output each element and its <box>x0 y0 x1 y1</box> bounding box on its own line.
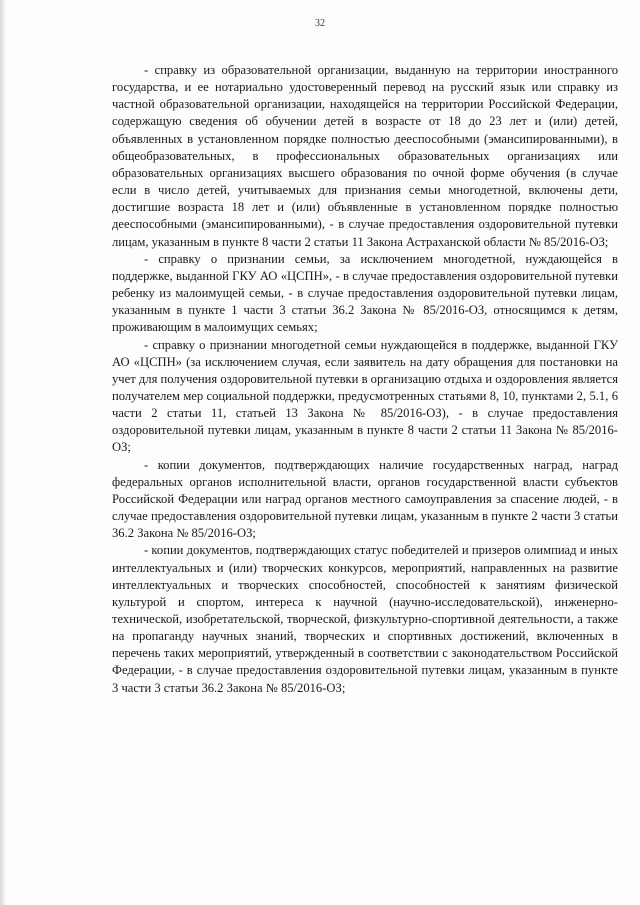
paragraph-low-income-family-certificate: - справку о признании семьи, за исключением многодетной, нуждающейся в поддержке, выданной ГКУ АО «ЦСПН», - в случае предоставления оздоровительной путевки ребенку из малоимущей семьи, - в случае предоставления оздоровительной путевки лицам, указанным в пункте 1 части 3 статьи 36.2 Закона № 85/2016-ОЗ, относящимся к детям, проживающим в малоимущих семьях; <box>112 251 618 335</box>
paragraph-state-awards-copies: - копии документов, подтверждающих наличие государственных наград, наград федеральных органов исполнительной власти, органов государственной власти субъектов Российской Федерации или наград органов местного самоуправления за спасение людей, - в случае предоставления оздоровительной путевки лицам, указанным в пункте 2 части 3 статьи 36.2 Закона № 85/2016-ОЗ; <box>112 457 618 541</box>
paragraph-large-family-certificate: - справку о признании многодетной семьи нуждающейся в поддержке, выданной ГКУ АО «ЦСПН» (за исключением случая, если заявитель на дату обращения для постановки на учет для получения оздоровительной путевки в организацию отдыха и оздоровления является получателем мер социальной поддержки, предусмотренных статьями 8, 10, пунктами 2, 5.1, 6 части 2 статьи 11, статьей 13 Закона № 85/2016-ОЗ), - в случае предоставления оздоровительной путевки лицам, указанным в пункте 8 части 2 статьи 11 Закона № 85/2016-ОЗ; <box>112 337 618 455</box>
scan-edge <box>0 0 6 905</box>
paragraph-foreign-education-certificate: - справку из образовательной организации, выданную на территории иностранного государства, и ее нотариально удостоверенный перевод на русский язык или справку из частной образовательной организации, находящейся на территории Российской Федерации, содержащую сведения об обучении детей в возрасте от 18 до 23 лет и (или) детей, объявленных в установленном порядке полностью дееспособными (эмансипированными), в общеобразовательных, в профессиональных образовательных организациях или образовательных организациях высшего образования по очной форме обучения (в случае если в число детей, учитываемых для признания семьи многодетной, включены дети, достигшие возраста 18 лет и (или) объявленные в установленном порядке полностью дееспособными (эмансипированными), - в случае предоставления оздоровительной путевки лицам, указанным в пункте 8 части 2 статьи 11 Закона Астраханской области № 85/2016-ОЗ; <box>112 63 618 249</box>
paragraph-olympiad-winners-copies: - копии документов, подтверждающих статус победителей и призеров олимпиад и иных интеллектуальных и (или) творческих конкурсов, мероприятий, направленных на развитие интеллектуальных и творческих способностей, способностей к занятиям физической культурой и спортом, интереса к научной (научно-исследовательской), инженерно-технической, изобретательской, творческой, физкультурно-спортивной деятельности, а также на пропаганду научных знаний, творческих и спортивных достижений, включенных в перечень таких мероприятий, утвержденный в соответствии с законодательством Российской Федерации, - в случае предоставления оздоровительной путевки лицам, указанным в пункте 3 части 3 статьи 36.2 Закона № 85/2016-ОЗ; <box>112 543 618 695</box>
page-number: 32 <box>315 18 325 29</box>
document-body <box>112 62 618 697</box>
